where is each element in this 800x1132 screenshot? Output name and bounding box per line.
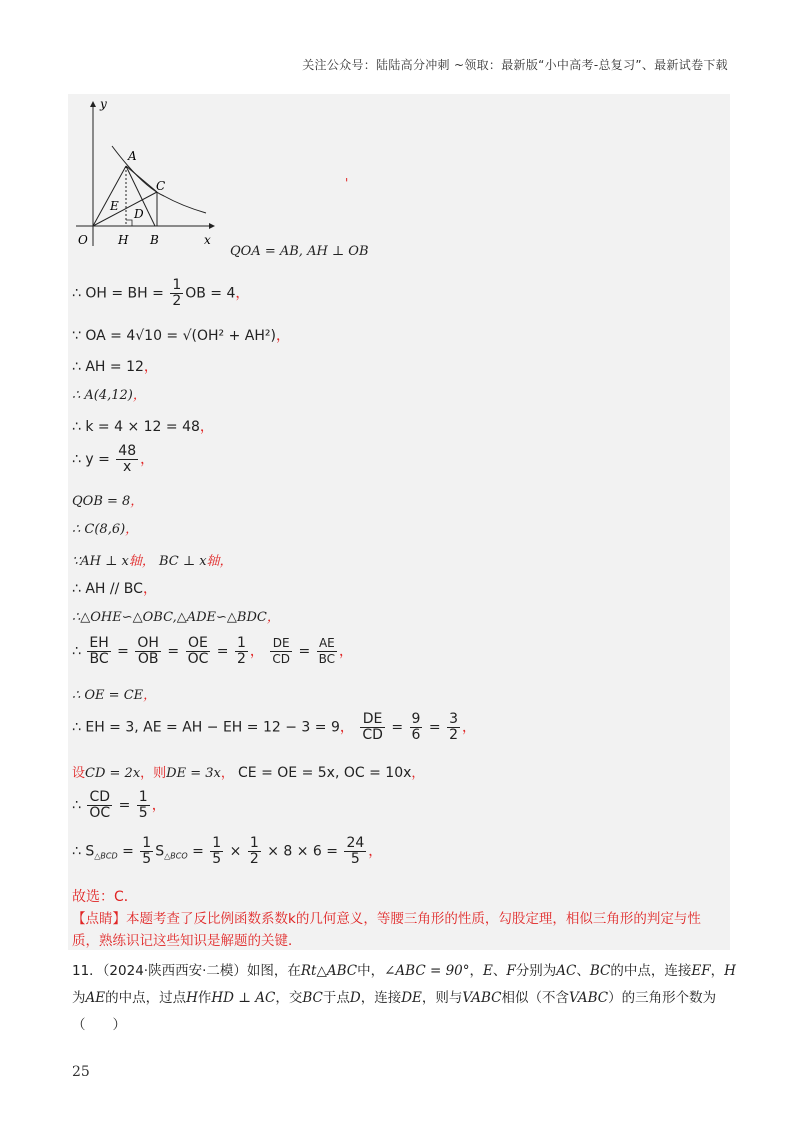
line-17: ∴ $\frac{CD}{OC}$ = $\frac{1}{5}$ ，	[72, 789, 166, 821]
label-x: x	[204, 233, 211, 247]
label-D: D	[134, 207, 144, 221]
label-B: B	[150, 233, 159, 247]
line-2: ∴ OH = BH = $\frac{1}{2}$ OB = 4，	[72, 277, 250, 309]
label-y: y	[100, 97, 107, 111]
line-9: ∴ C(8,6)，	[72, 522, 139, 537]
label-O: O	[78, 233, 88, 247]
key-point-label: 【点睛】	[72, 911, 126, 927]
line-18: ∴ $S_{\triangle BCD}$ = $\frac{1}{5}$ $S_{\triangle BCO}$ = $\frac{1}{5}$ × $\frac{1}{2}$ × 8 × 6 = $\frac{24}{5}$ ，	[72, 835, 383, 867]
label-C: C	[156, 179, 166, 193]
line-15: ∴ EH = 3, AE = AH − EH = 12 − 3 = 9， $\frac{DE}{CD}$ = $\frac{9}{6}$ = $\frac{3}{2}$ ，	[72, 711, 476, 743]
key-point	[72, 908, 724, 952]
label-A: A	[128, 149, 137, 163]
label-H: H	[118, 233, 129, 247]
key-point-text: 本题考查了反比例函数系数k的几何意义，等腰三角形的性质，勾股定理，相似三角形的判定与性质，熟练识记这些知识是解题的关键．	[72, 911, 701, 949]
line-4: ∴ AH = 12，	[72, 359, 158, 375]
line-3: ∵ OA = 4√10 = √(OH² + AH²)，	[72, 328, 290, 344]
line-11: ∴ AH // BC，	[72, 581, 157, 597]
line-10: ∵AH ⊥ x轴， BC ⊥ x轴，	[72, 554, 233, 569]
line-5: ∴ A(4,12)，	[72, 388, 146, 403]
page-header: 关注公众号：陆陆高分冲刺 ~领取：最新版“小中高考-总复习”、最新试卷下载	[302, 58, 728, 72]
line-16: 设CD = 2x，则DE = 3x， CE = OE = 5x, OC = 10x，	[72, 765, 425, 781]
line-8: QOB = 8，	[72, 494, 144, 509]
line-13: ∴ $\frac{EH}{BC}$ = $\frac{OH}{OB}$ = $\frac{OE}{OC}$ = $\frac{1}{2}$ ， $\frac{DE}{CD}$ = $\frac{AE}{BC}$ ，	[72, 635, 354, 667]
problem-11: 11．（2024·陕西西安·二模）如图，在Rt△ABC中，∠ABC = 90°，E、F分别为AC、BC的中点，连接EF，H为AE的中点，过点H作HD ⊥ AC，交BC于点D，连接DE，则与VABC相似（不含VABC）的三角形个数为（ ）	[72, 963, 736, 1033]
label-E: E	[110, 199, 119, 213]
line-1: QOA = AB, AH ⊥ OB	[230, 244, 369, 259]
line-7: ∴ y = $\frac{48}{x}$ ，	[72, 443, 155, 475]
stray-mark: '	[345, 176, 349, 190]
page-number: 25	[72, 1064, 90, 1080]
line-14: ∴ OE = CE，	[72, 688, 157, 703]
hyperbola-figure	[72, 96, 222, 256]
answer-line: 故选：C．	[72, 889, 138, 905]
line-12: ∴△OHE∽△OBC,△ADE∽△BDC，	[72, 610, 280, 625]
line-6: ∴ k = 4 × 12 = 48，	[72, 419, 214, 435]
